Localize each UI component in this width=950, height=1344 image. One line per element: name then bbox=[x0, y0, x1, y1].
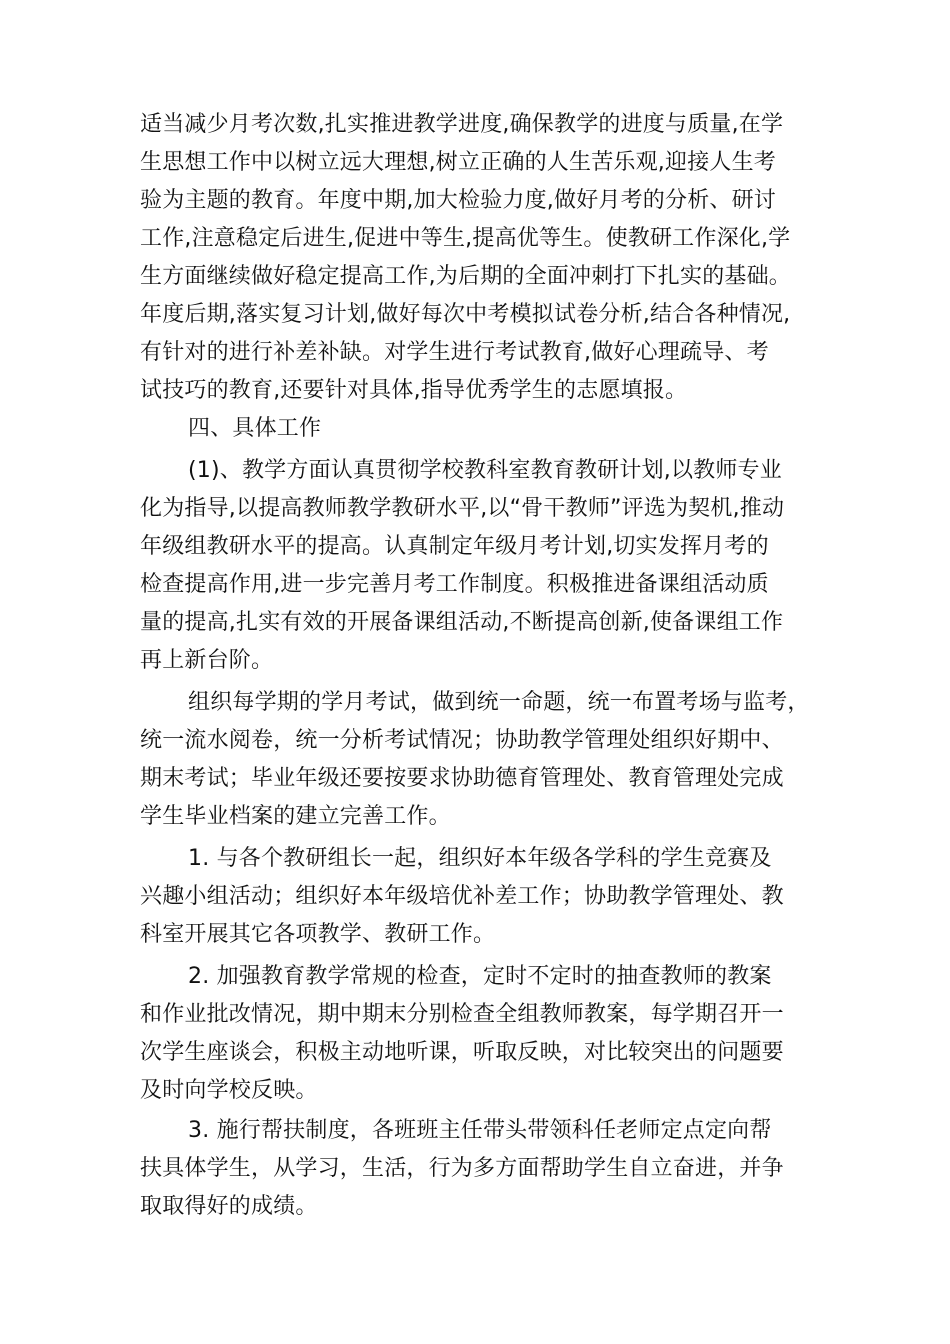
body-text-line: (1)、教学方面认真贯彻学校教科室教育教研计划,以教师专业 bbox=[188, 458, 782, 483]
body-text-line: 化为指导,以提高教师教学教研水平,以“骨干教师”评选为契机,推动 bbox=[140, 496, 785, 521]
body-text-line: 统一流水阅卷，统一分析考试情况；协助教学管理处组织好期中、 bbox=[140, 728, 784, 753]
body-text-line: 科室开展其它各项教学、教研工作。 bbox=[140, 922, 496, 947]
body-text-line: 组织每学期的学月考试，做到统一命题，统一布置考场与监考， bbox=[188, 690, 810, 715]
body-text-line: 试技巧的教育,还要针对具体,指导优秀学生的志愿填报。 bbox=[140, 378, 688, 403]
body-text-line: 年级组教研水平的提高。认真制定年级月考计划,切实发挥月考的 bbox=[140, 534, 769, 559]
body-text-line: 生思想工作中以树立远大理想,树立正确的人生苦乐观,迎接人生考 bbox=[140, 150, 776, 175]
body-text-line: 取取得好的成绩。 bbox=[140, 1194, 318, 1219]
body-text-line: 期末考试；毕业年级还要按要求协助德育管理处、教育管理处完成 bbox=[140, 766, 784, 791]
list-item-3: 3. 施行帮扶制度，各班班主任带头带领科任老师定点定向帮 bbox=[188, 1118, 772, 1143]
body-text-line: 和作业批改情况，期中期末分别检查全组教师教案，每学期召开一 bbox=[140, 1002, 784, 1027]
body-text-line: 验为主题的教育。年度中期,加大检验力度,做好月考的分析、研讨 bbox=[140, 188, 776, 213]
body-text-line: 及时向学校反映。 bbox=[140, 1078, 318, 1103]
body-text-line: 检查提高作用,进一步完善月考工作制度。积极推进备课组活动质 bbox=[140, 572, 769, 597]
body-text-line: 工作,注意稳定后进生,促进中等生,提高优等生。使教研工作深化,学 bbox=[140, 226, 791, 251]
body-text-line: 再上新台阶。 bbox=[140, 648, 274, 673]
body-text-line: 学生毕业档案的建立完善工作。 bbox=[140, 804, 451, 829]
body-text-line: 生方面继续做好稳定提高工作,为后期的全面冲刺打下扎实的基础。 bbox=[140, 264, 791, 289]
body-text-line: 量的提高,扎实有效的开展备课组活动,不断提高创新,使备课组工作 bbox=[140, 610, 784, 635]
section-heading: 四、具体工作 bbox=[188, 416, 322, 441]
body-text-line: 年度后期,落实复习计划,做好每次中考模拟试卷分析,结合各种情况, bbox=[140, 302, 791, 327]
list-item-2: 2. 加强教育教学常规的检查，定时不定时的抽查教师的教案 bbox=[188, 964, 772, 989]
body-text-line: 有针对的进行补差补缺。对学生进行考试教育,做好心理疏导、考 bbox=[140, 340, 769, 365]
body-text-line: 次学生座谈会，积极主动地听课，听取反映，对比较突出的问题要 bbox=[140, 1040, 784, 1065]
body-text-line: 适当减少月考次数,扎实推进教学进度,确保教学的进度与质量,在学 bbox=[140, 112, 784, 137]
list-item-1: 1. 与各个教研组长一起，组织好本年级各学科的学生竞赛及 bbox=[188, 846, 772, 871]
body-text-line: 扶具体学生，从学习，生活，行为多方面帮助学生自立奋进，并争 bbox=[140, 1156, 784, 1181]
body-text-line: 兴趣小组活动；组织好本年级培优补差工作；协助教学管理处、教 bbox=[140, 884, 784, 909]
